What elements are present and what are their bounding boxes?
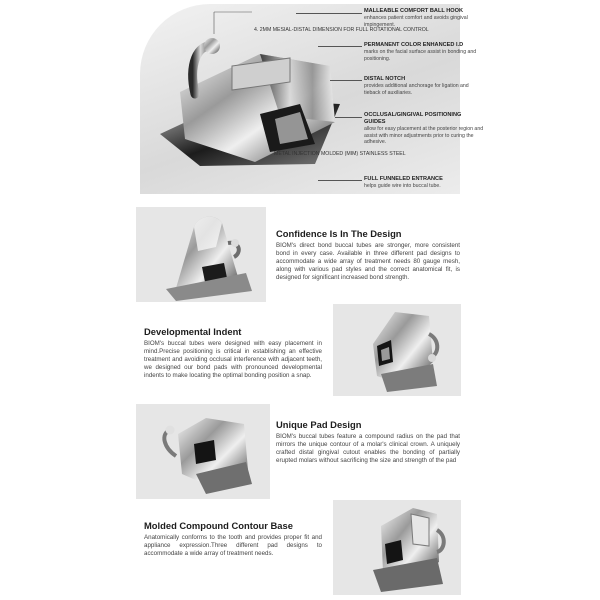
callout-title: PERMANENT COLOR ENHANCED I.D: [364, 42, 464, 48]
product-photo-indent: [333, 304, 461, 396]
leader-line: [296, 13, 362, 14]
section-title: Unique Pad Design: [276, 419, 362, 430]
callout-desc: marks on the facial surface assist in bonding and positioning.: [364, 49, 477, 62]
leader-line: [318, 46, 362, 47]
section-body: BIOM's buccal tubes feature a compound radius on the pad that mirrors the unique contour of a molar's clinical crown. A uniquely crafted distal gingival cutout enables the bonding of partially erupted molars without sacrificing the size and strength of the pad: [276, 433, 460, 465]
section-title: Developmental Indent: [144, 326, 242, 337]
callout-title: DISTAL NOTCH: [364, 76, 406, 82]
hero-product-image: [140, 4, 460, 194]
callout-ball-hook: [364, 8, 484, 28]
metal-label: METAL INJECTION MOLDED (MIM) STAINLESS STEEL: [274, 151, 406, 157]
dimension-label: 4. 2MM MESIAL-DISTAL DIMENSION FOR FULL ROTATIONAL CONTROL: [254, 27, 429, 33]
callout-positioning-guides: [364, 112, 484, 146]
product-photo-contour: [333, 500, 461, 595]
product-photo-pad: [136, 404, 270, 499]
callout-title: OCCLUSAL/GINGIVAL POSITIONING GUIDES: [364, 112, 462, 125]
callout-desc: allow for easy placement at the posterior region and assist with minor adjustments prior to curing the adhesive.: [364, 126, 484, 146]
callout-title: MALLEABLE COMFORT BALL HOOK: [364, 8, 464, 14]
section-body: BIOM's buccal tubes were designed with easy placement in mind.Precise positioning is critical in establishing an effective treatment and avoiding occlusal interference with adjacent teeth, we designed our bond pads with pronounced developmental indents to make locating the optimal bonding position a snap.: [144, 340, 322, 380]
callout-color-id: [364, 42, 484, 62]
leader-line: [318, 180, 362, 181]
section-title: Molded Compound Contour Base: [144, 520, 293, 531]
callout-funneled-entrance: [364, 176, 484, 190]
callout-title: FULL FUNNELED ENTRANCE: [364, 176, 443, 182]
callout-distal-notch: [364, 76, 484, 96]
product-photo-front: [136, 207, 266, 302]
section-body: Anatomically conforms to the tooth and provides proper fit and appliance expression.Three different pad designs to accommodate a wide array of treatment needs.: [144, 534, 322, 558]
section-body: BIOM's direct bond buccal tubes are stronger, more consistent bond in every case. Available in three different pad designs to accommodate a wide array of treatment needs 80 gauge mesh, along with various pad styles and the correct anatomical fit, is designed for significant increased bond strength.: [276, 242, 460, 282]
section-title: Confidence Is In The Design: [276, 228, 402, 239]
leader-line: [335, 117, 362, 118]
callout-desc: helps guide wire into buccal tube.: [364, 183, 441, 189]
callout-desc: provides additional anchorage for ligation and tieback of auxiliaries.: [364, 83, 469, 96]
leader-line: [330, 80, 362, 81]
callout-desc: enhances patient comfort and avoids gingival impingement.: [364, 15, 468, 28]
